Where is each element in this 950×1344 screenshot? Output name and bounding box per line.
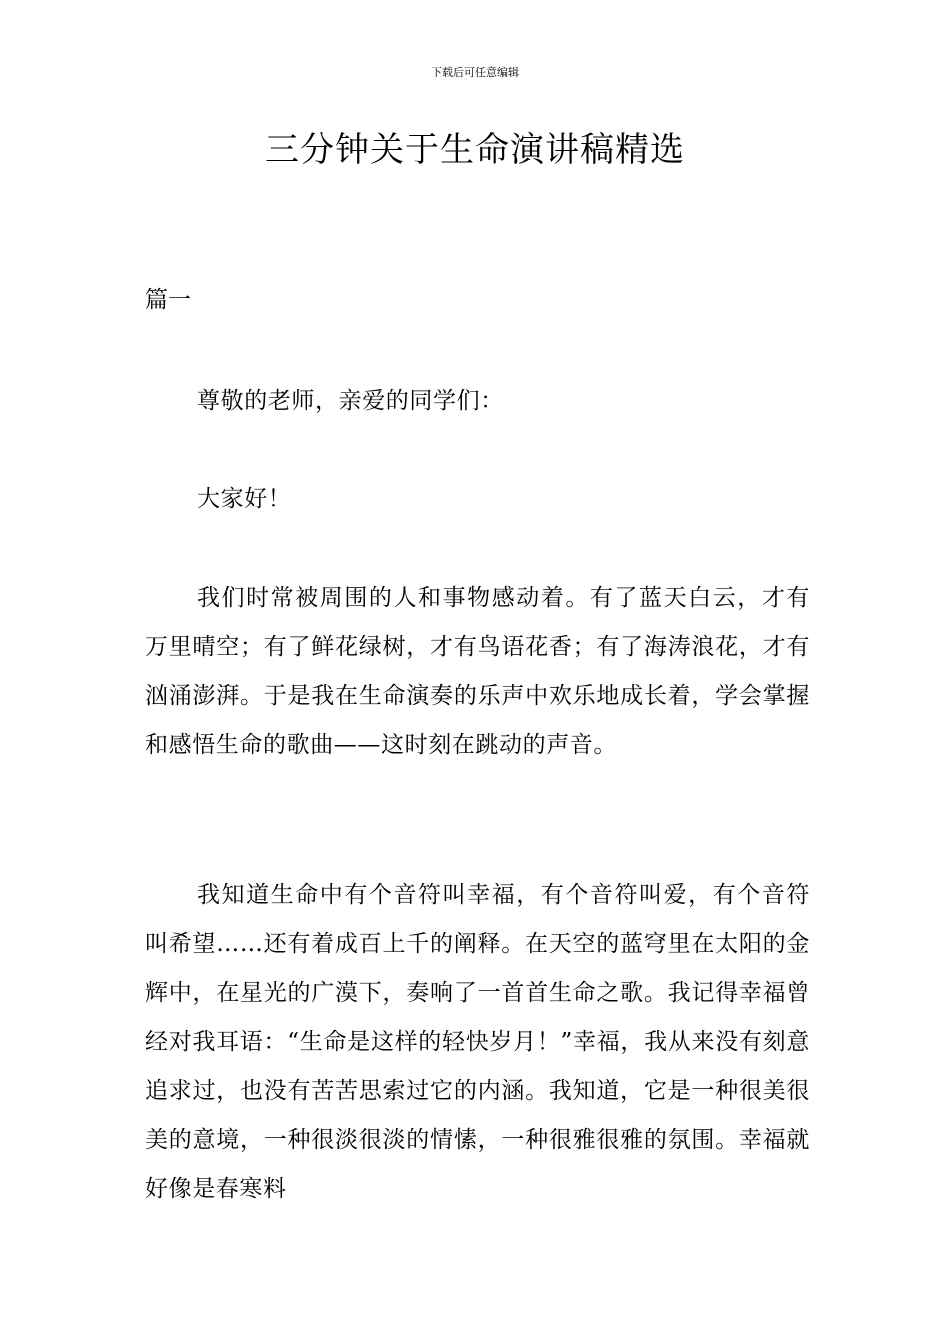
section-label: 篇一: [145, 287, 191, 313]
paragraph-hello: 大家好！: [197, 486, 292, 512]
paragraph-body: 我们时常被周围的人和事物感动着。有了蓝天白云，才有万里晴空；有了鲜花绿树，才有鸟语花香；有了海涛浪花，才有汹涌澎湃。于是我在生命演奏的乐声中欢乐地成长着，学会掌握和感悟生命的歌曲——这时刻在跳动的声音。: [145, 585, 810, 758]
page-header-note: 下载后可任意编辑: [431, 66, 519, 79]
paragraph-greeting: 尊敬的老师，亲爱的同学们：: [197, 388, 504, 414]
document-title: 三分钟关于生命演讲稿精选: [265, 130, 685, 170]
paragraph-body: 我知道生命中有个音符叫幸福，有个音符叫爱，有个音符叫希望……还有着成百上千的阐释。在天空的蓝穹里在太阳的金辉中，在星光的广漠下，奏响了一首首生命之歌。我记得幸福曾经对我耳语：“生命是这样的轻快岁月！”幸福，我从来没有刻意追求过，也没有苦苦思索过它的内涵。我知道，它是一种很美很美的意境，一种很淡很淡的情愫，一种很雅很雅的氛围。幸福就好像是春寒料: [145, 882, 810, 1202]
